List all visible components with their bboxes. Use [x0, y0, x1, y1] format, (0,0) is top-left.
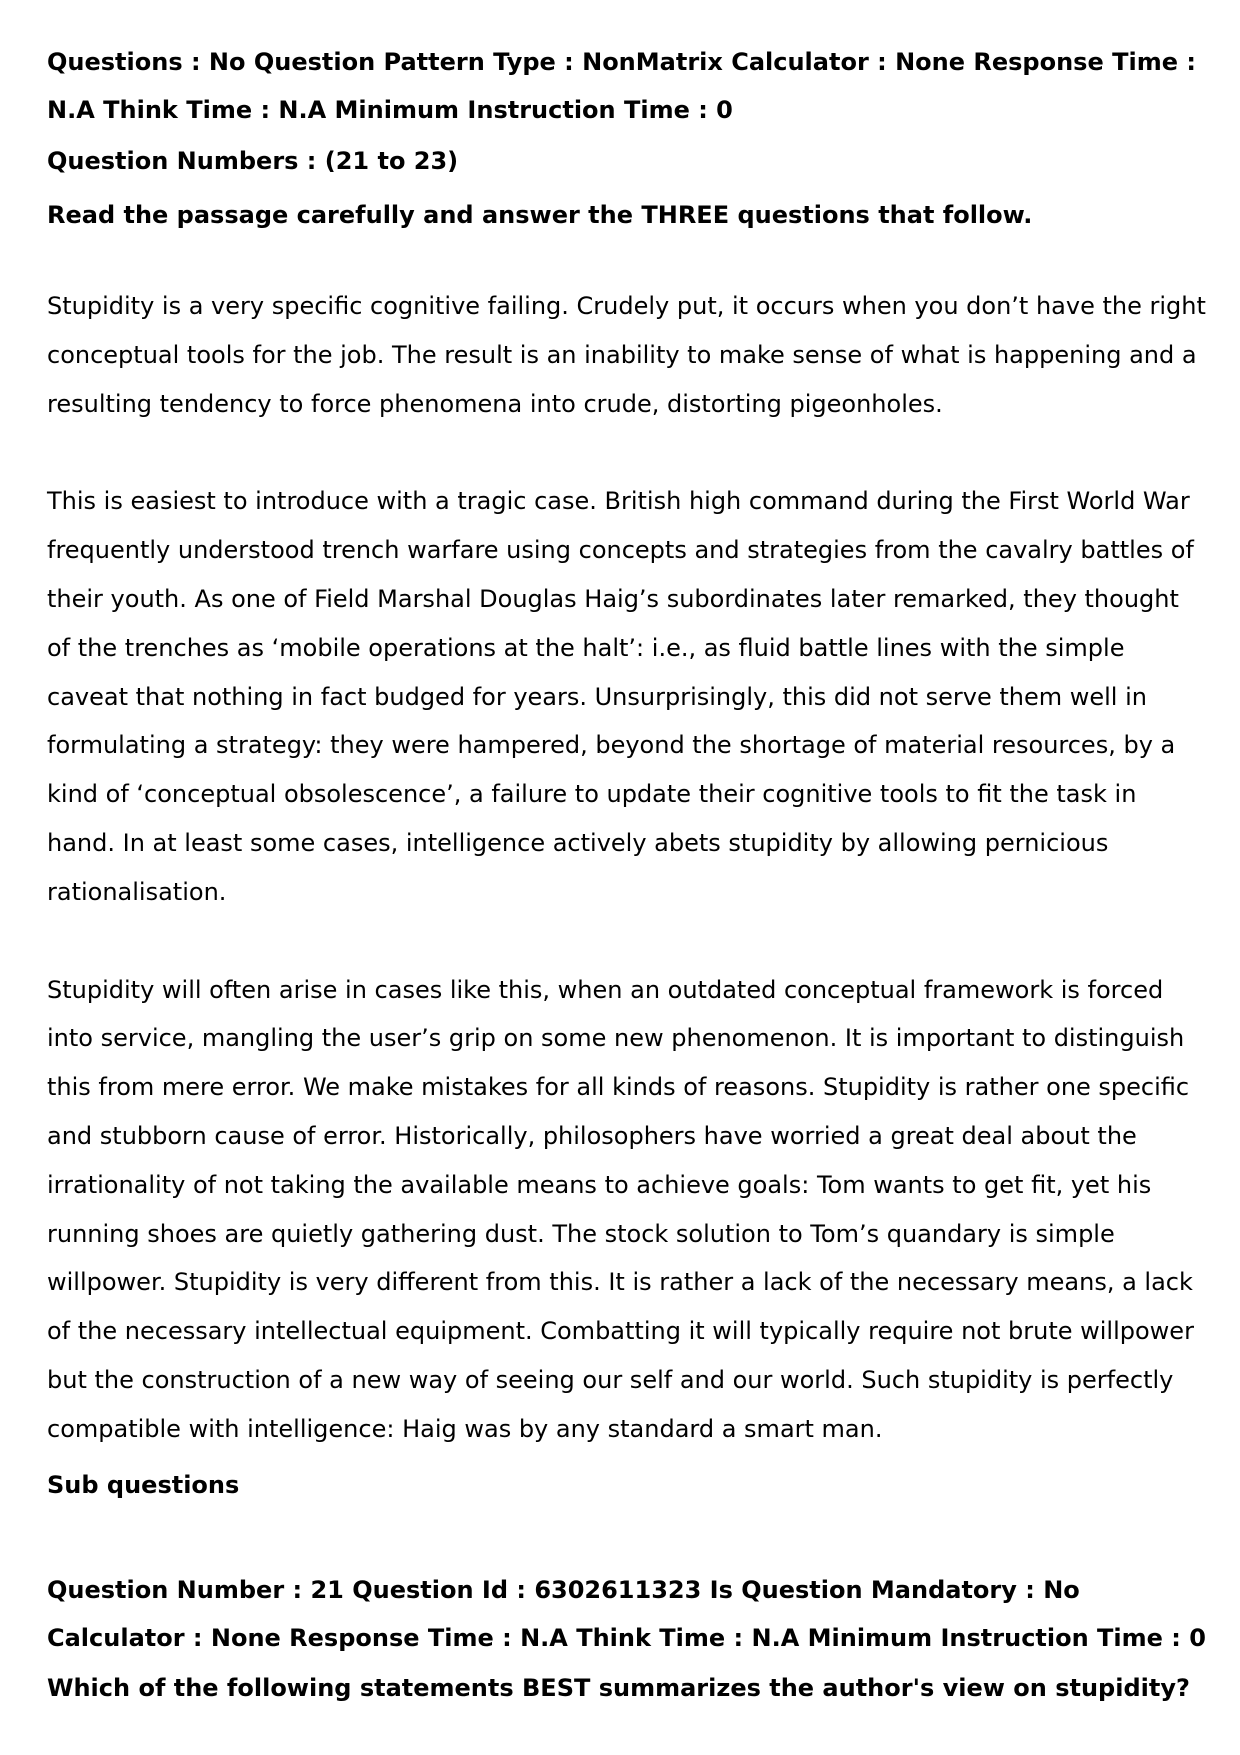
passage-paragraph: This is easiest to introduce with a tragic case. British high command during the First World War frequently understood trench warfare using concepts and strategies from the cavalry battles of their youth. As one of Field Marshal Douglas Haig’s subordinates later remarked, they thought of the trenches as ‘mobile operations at the halt’: i.e., as fluid battle lines with the simple caveat that nothing in fact budged for years. Unsurprisingly, this did not serve them well in formulating a strategy: they were hampered, beyond the shortage of material resources, by a kind of ‘conceptual obsolescence’, a failure to update their cognitive tools to fit the task in hand. In at least some cases, intelligence actively abets stupidity by allowing pernicious rationalisation. [47, 487, 1194, 906]
section-meta: Questions : No Question Pattern Type : NonMatrix Calculator : None Response Time : N.A Think Time : N.A Minimum Instruction Time : 0 [47, 48, 1196, 124]
passage-instruction: Read the passage carefully and answer the THREE questions that follow. [47, 201, 1033, 229]
passage [47, 282, 1207, 1454]
question-meta: Question Number : 21 Question Id : 6302611323 Is Question Mandatory : No Calculator : None Response Time : N.A Think Time : N.A Minimum Instruction Time : 0 [47, 1575, 1206, 1653]
passage-paragraph: Stupidity is a very specific cognitive failing. Crudely put, it occurs when you don’t have the right conceptual tools for the job. The result is an inability to make sense of what is happening and a resulting tendency to force phenomena into crude, distorting pigeonholes. [47, 292, 1206, 418]
document-page [47, 38, 1207, 1705]
question-numbers: Question Numbers : (21 to 23) [47, 147, 459, 175]
question-text: Which of the following statements BEST summarizes the author's view on stupidity? [47, 1674, 1190, 1703]
passage-paragraph: Stupidity will often arise in cases like this, when an outdated conceptual framework is forced into service, mangling the user’s grip on some new phenomenon. It is important to distinguish this from mere error. We make mistakes for all kinds of reasons. Stupidity is rather one specific and stubborn cause of error. Historically, philosophers have worried a great deal about the irrationality of not taking the available means to achieve goals: Tom wants to get fit, yet his running shoes are quietly gathering dust. The stock solution to Tom’s quandary is simple willpower. Stupidity is very different from this. It is rather a lack of the necessary means, a lack of the necessary intellectual equipment. Combatting it will typically require not brute willpower but the construction of a new way of seeing our self and our world. Such stupidity is perfectly compatible with intelligence: Haig was by any standard a smart man. [47, 975, 1194, 1443]
sub-questions-heading: Sub questions [47, 1470, 240, 1499]
